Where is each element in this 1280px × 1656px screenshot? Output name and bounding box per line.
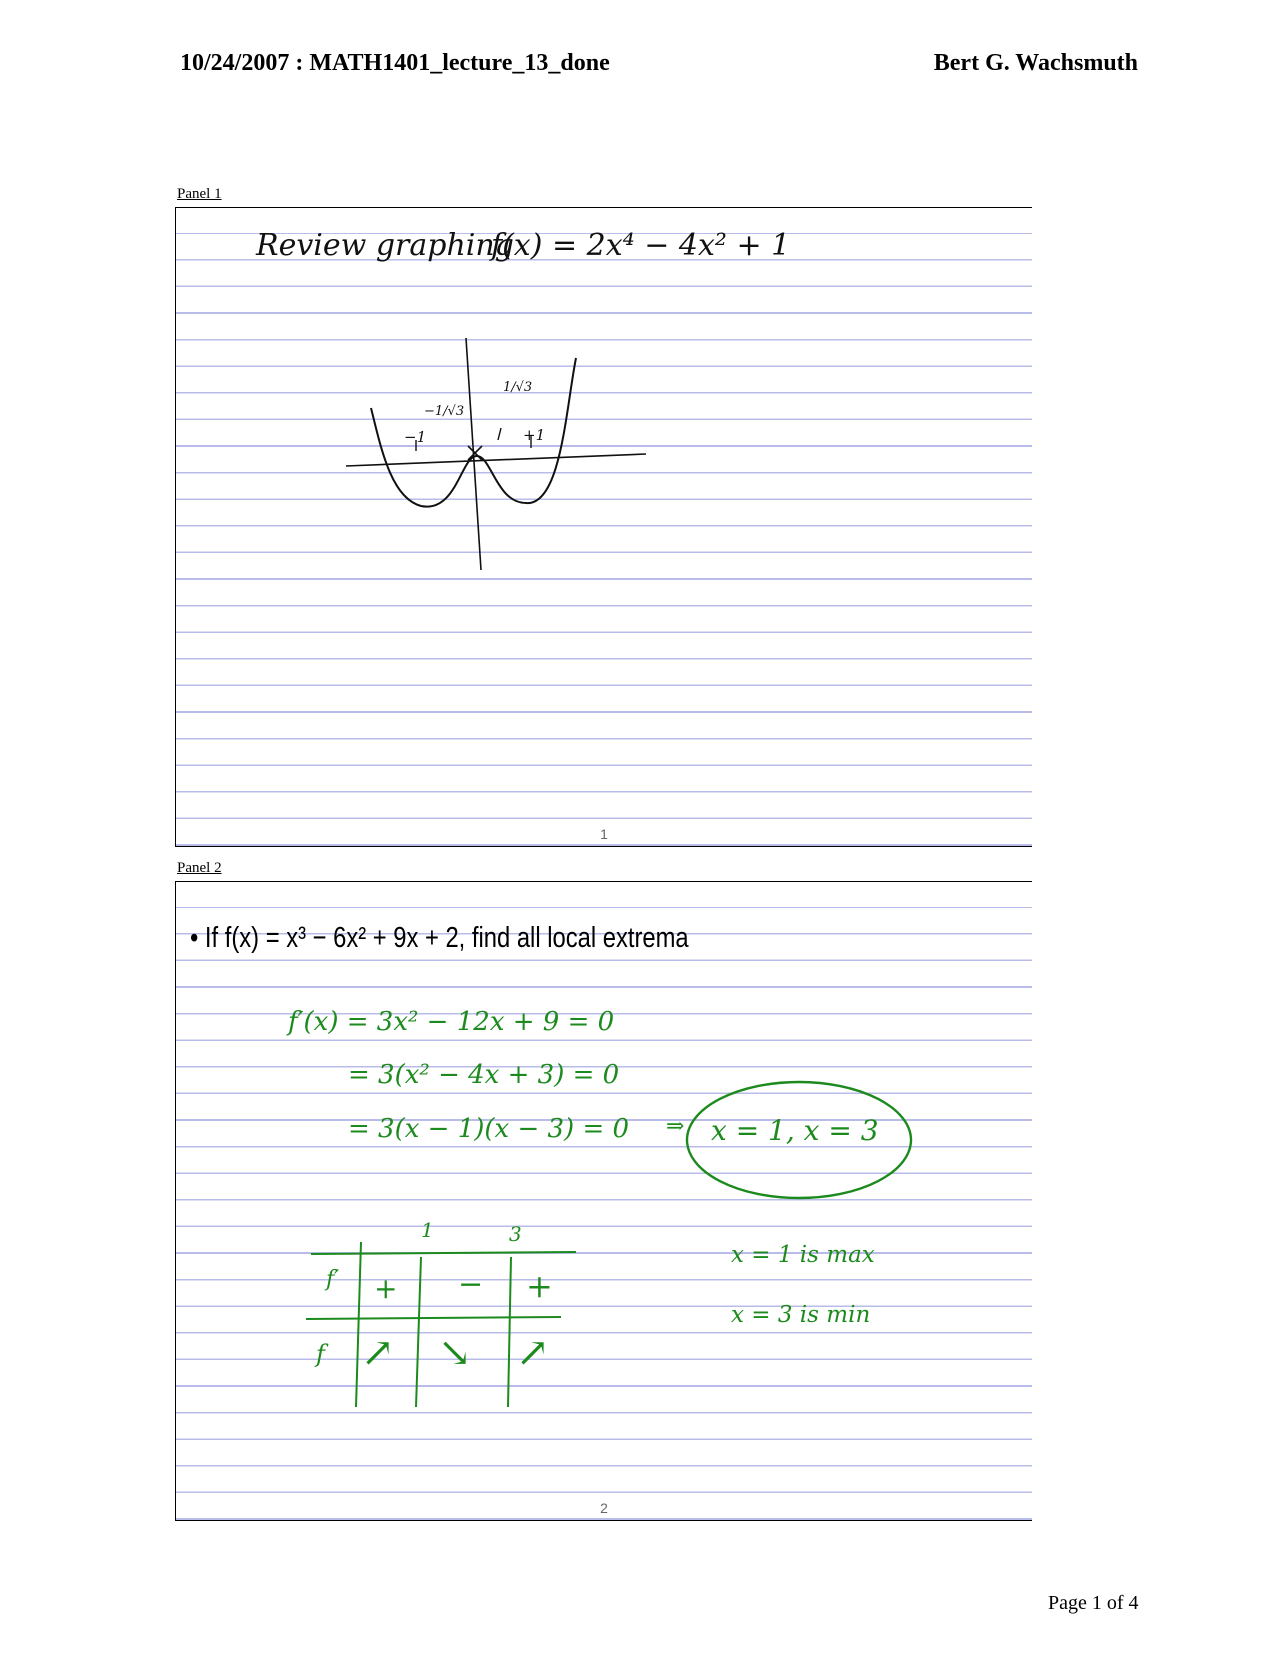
page-number: Page 1 of 4 <box>1048 1592 1139 1614</box>
derivative-step-2: = 3(x² − 4x + 3) = 0 <box>348 1060 620 1090</box>
panel-2-question: • If f(x) = x³ − 6x² + 9x + 2, find all local extrema <box>190 922 689 954</box>
graph-label-inv-root3: 1/√3 <box>503 380 533 395</box>
implies-arrow: ⇒ <box>666 1114 685 1139</box>
panel-1-label: Panel 1 <box>177 186 222 202</box>
sign-chart-point-1: 1 <box>421 1218 434 1242</box>
document-title: 10/24/2007 : MATH1401_lecture_13_done <box>180 50 610 76</box>
graph-label-neg-one: −1 <box>404 428 427 446</box>
critical-points-result: x = 1, x = 3 <box>711 1114 879 1147</box>
panel-2 <box>175 881 1032 1521</box>
sign-interval-3: + <box>526 1267 553 1305</box>
graph-label-pos-one: +1 <box>523 426 546 444</box>
panel-2-number: 2 <box>600 1500 608 1516</box>
panel-1-title: Review graphing <box>256 228 514 263</box>
panel-1-graph <box>176 208 1033 848</box>
monotonic-arrow-1: ↗ <box>361 1330 395 1376</box>
panel-2-label: Panel 2 <box>177 860 222 876</box>
graph-label-neg-inv-root3: −1/√3 <box>424 404 465 419</box>
derivative-step-3: = 3(x − 1)(x − 3) = 0 <box>348 1114 630 1144</box>
sign-chart-row-fprime: f′ <box>326 1267 340 1292</box>
panel-1-number: 1 <box>600 826 608 842</box>
conclusion-min: x = 3 is min <box>731 1302 871 1328</box>
author-name: Bert G. Wachsmuth <box>933 50 1138 76</box>
page-header <box>180 50 1138 77</box>
derivative-step-1: f′(x) = 3x² − 12x + 9 = 0 <box>288 1007 615 1037</box>
monotonic-arrow-2: ↘ <box>438 1330 472 1376</box>
sign-chart-point-3: 3 <box>509 1222 522 1246</box>
panel-2-drawings <box>176 882 1033 1522</box>
panel-1 <box>175 207 1032 847</box>
conclusion-max: x = 1 is max <box>731 1242 875 1268</box>
sign-interval-1: + <box>374 1272 398 1305</box>
panel-1-function: f(x) = 2x⁴ − 4x² + 1 <box>491 228 791 263</box>
monotonic-arrow-3: ↗ <box>516 1330 550 1376</box>
sign-chart-row-f: f <box>316 1340 325 1368</box>
sign-interval-2: − <box>458 1267 484 1302</box>
